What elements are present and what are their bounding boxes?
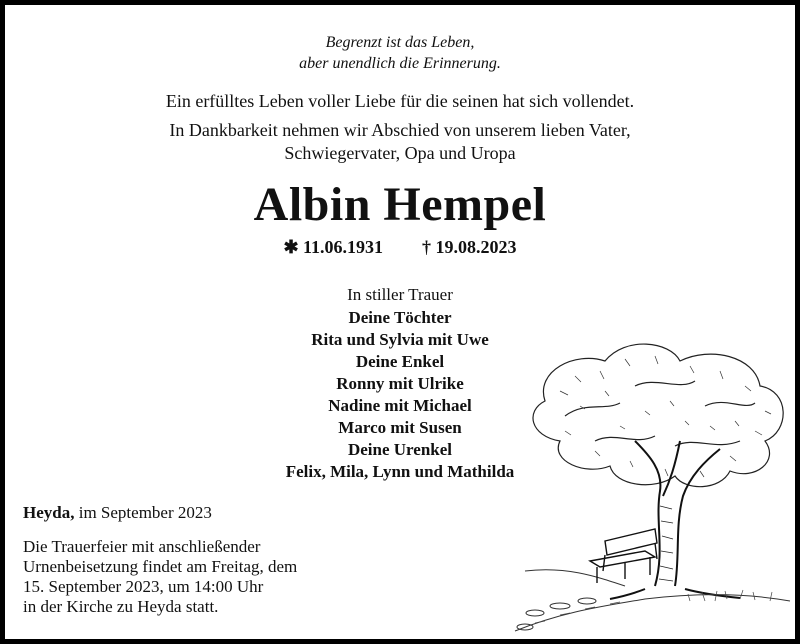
mourner-line: Marco mit Susen bbox=[338, 418, 462, 437]
death-date: † 19.08.2023 bbox=[422, 237, 517, 257]
mourner-line: Deine Töchter bbox=[348, 308, 452, 327]
mourner-line: Deine Enkel bbox=[355, 352, 445, 371]
mourner-line: Nadine mit Michael bbox=[328, 396, 472, 415]
ceremony-line: Urnenbeisetzung findet am Freitag, dem bbox=[23, 557, 298, 576]
deceased-name: Albin Hempel bbox=[253, 178, 547, 231]
tree-with-bench-drawing bbox=[505, 331, 795, 641]
mourner-line: Felix, Mila, Lynn und Mathilda bbox=[285, 462, 515, 481]
date: im September 2023 bbox=[78, 503, 212, 522]
intro-line-1: Ein erfülltes Leben voller Liebe für die seinen hat sich vollendet. bbox=[165, 91, 635, 111]
intro-line-2: In Dankbarkeit nehmen wir Abschied von unserem lieben Vater, bbox=[169, 120, 631, 140]
motto-line-1: Begrenzt ist das Leben, bbox=[325, 34, 475, 51]
ceremony-line: 15. September 2023, um 14:00 Uhr bbox=[23, 577, 264, 596]
mourner-line: Ronny mit Ulrike bbox=[336, 374, 464, 393]
place-date bbox=[23, 503, 363, 523]
ceremony-line: in der Kirche zu Heyda statt. bbox=[23, 597, 219, 616]
mourners-heading: In stiller Trauer bbox=[347, 285, 453, 304]
mourner-line: Deine Urenkel bbox=[347, 440, 453, 459]
ceremony-notice bbox=[23, 537, 363, 617]
intro-line-3: Schwiegervater, Opa und Uropa bbox=[284, 143, 516, 163]
mourner-line: Rita und Sylvia mit Uwe bbox=[311, 330, 489, 349]
life-dates bbox=[5, 237, 795, 258]
place: Heyda, bbox=[23, 503, 75, 522]
ceremony-line: Die Trauerfeier mit anschließender bbox=[23, 537, 261, 556]
motto-line-2: aber unendlich die Erinnerung. bbox=[299, 55, 501, 72]
birth-date: ✱ 11.06.1931 bbox=[283, 237, 384, 257]
